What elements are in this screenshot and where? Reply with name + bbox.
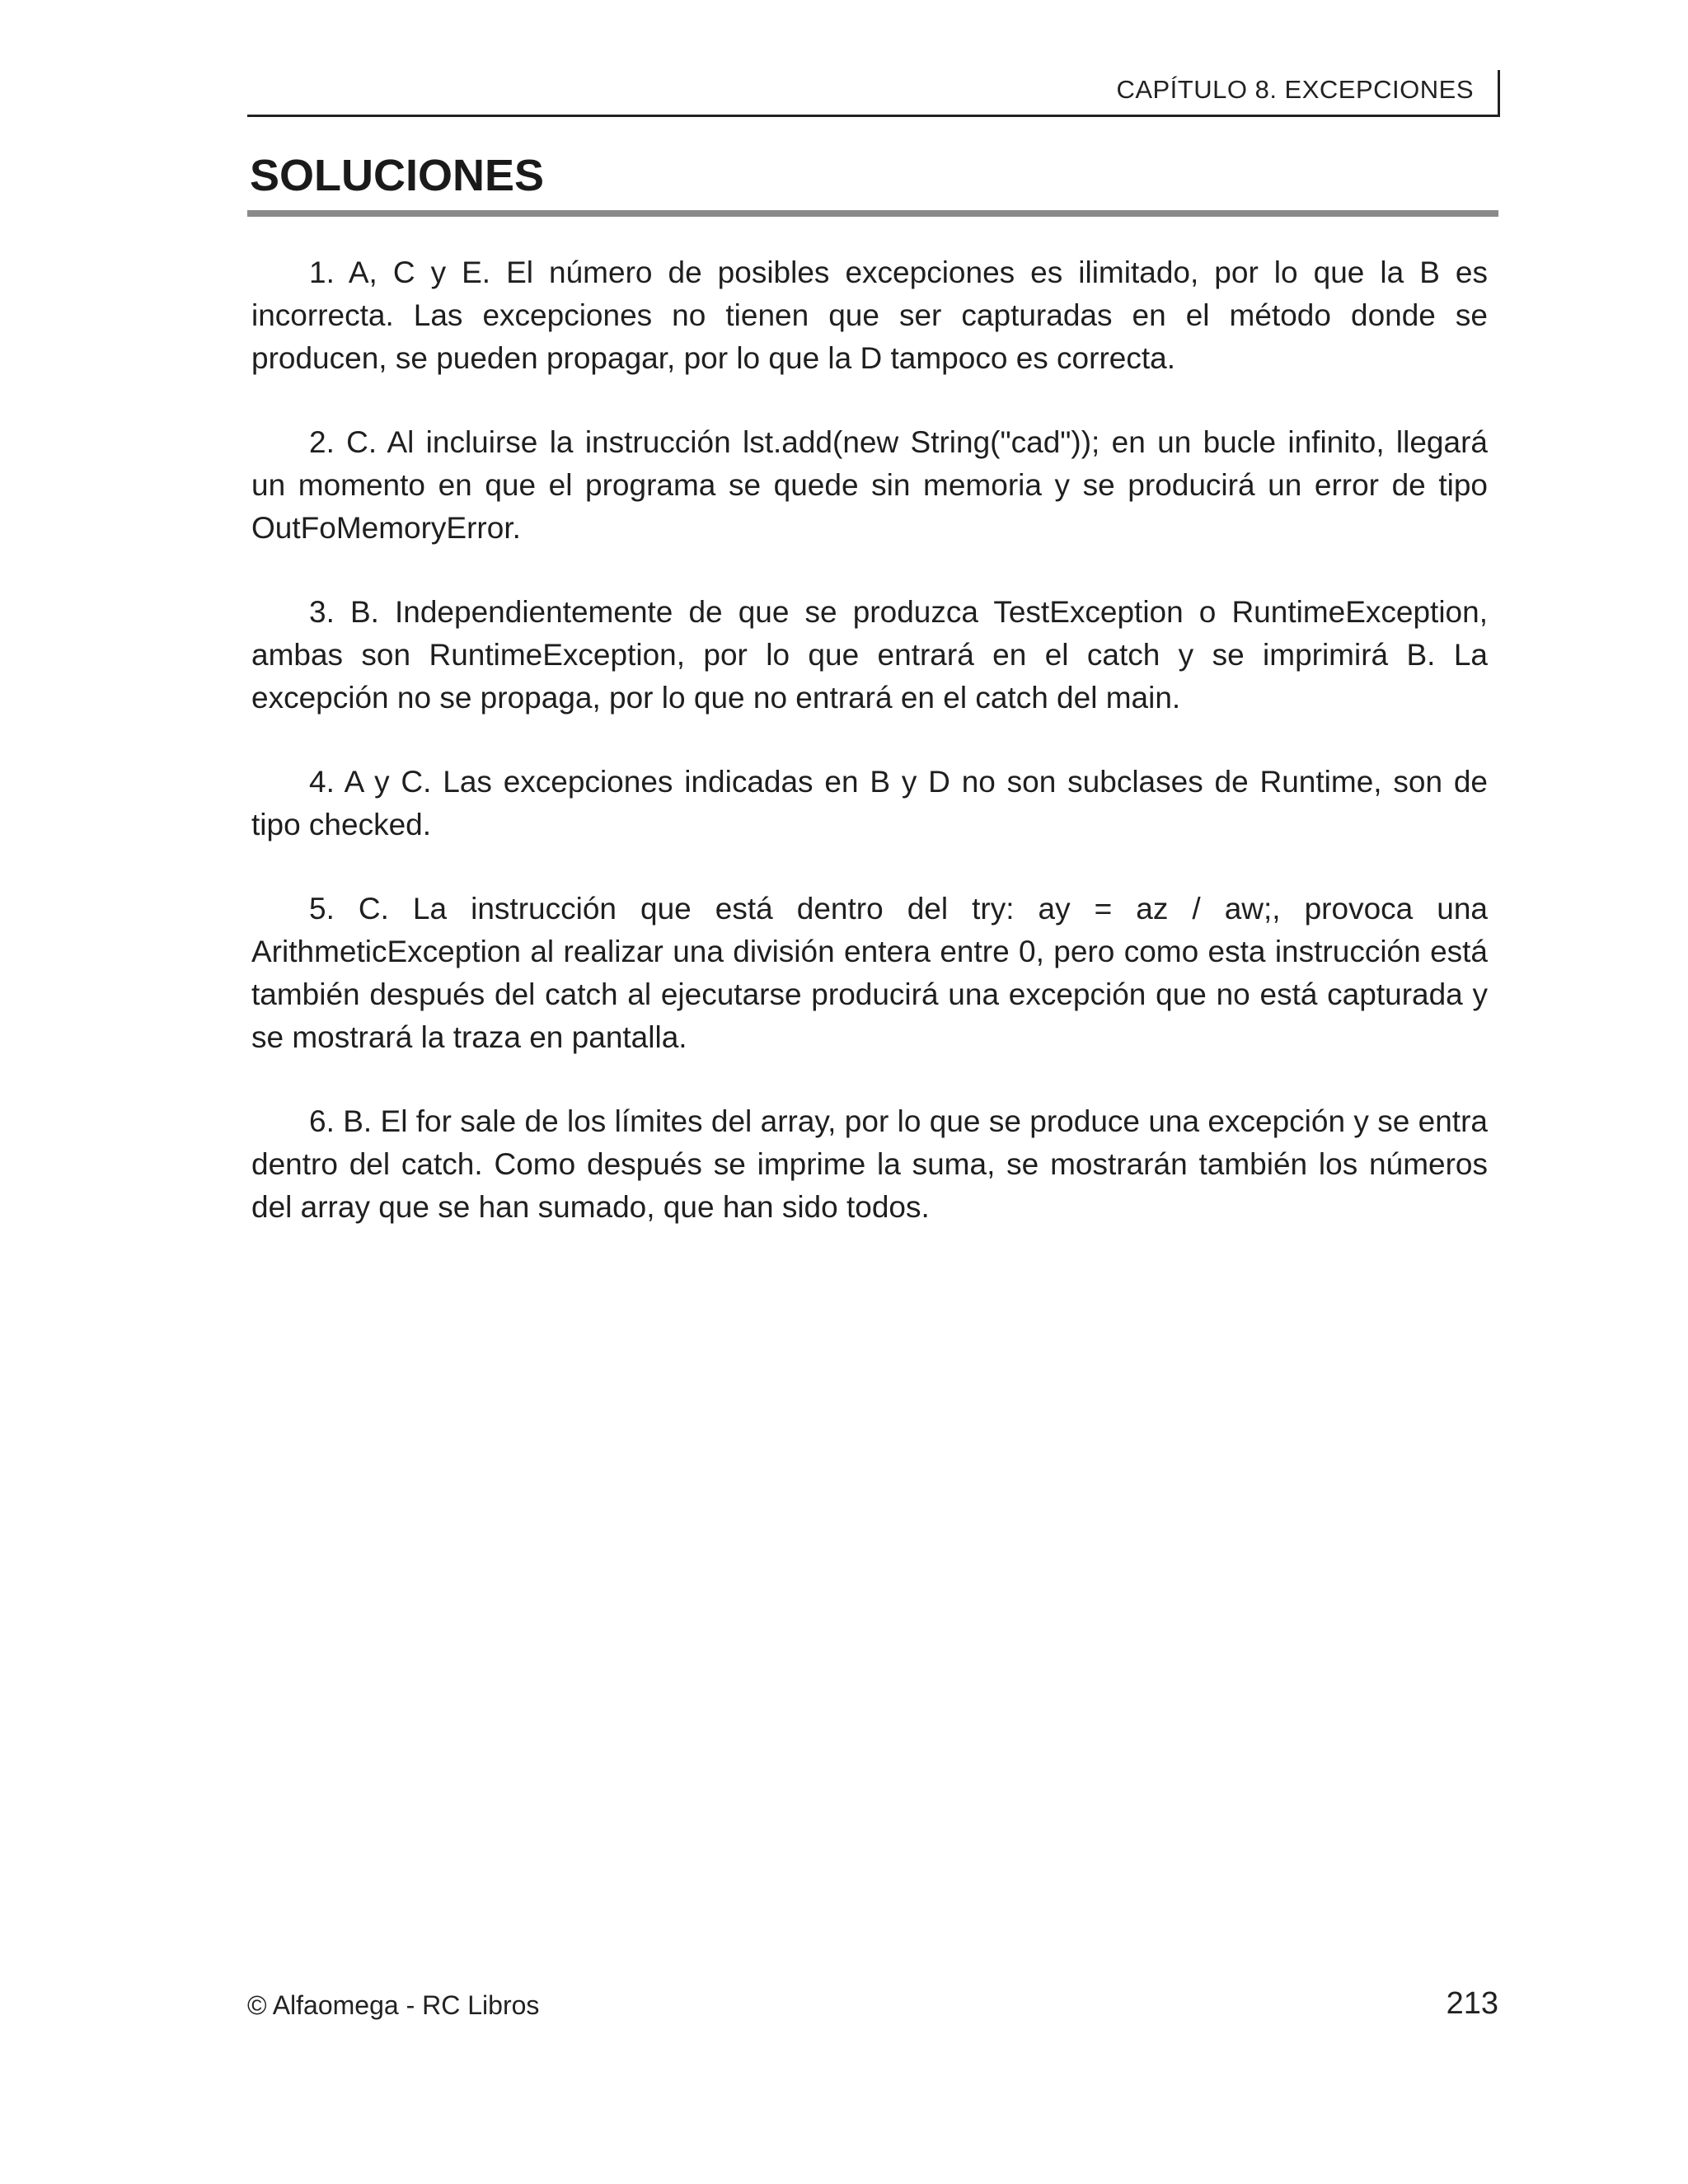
solution-item: 4. A y C. Las excepciones indicadas en B y D no son subclases de Runtime, son de tipo checked.: [251, 765, 1488, 841]
solution-item: 1. A, C y E. El número de posibles excepciones es ilimitado, por lo que la B es incorrecta. Las excepciones no tienen que ser capturadas en el método donde se producen, se pueden propagar, por lo que la D tampoco es correcta.: [251, 255, 1488, 375]
solution-item: 2. C. Al incluirse la instrucción lst.add(new String("cad")); en un bucle infinito, llegará un momento en que el programa se quede sin memoria y se producirá un error de tipo OutFoMemoryError.: [251, 425, 1488, 545]
solution-item: 6. B. El for sale de los límites del array, por lo que se produce una excepción y se entra dentro del catch. Como después se imprime la suma, se mostrarán también los números del array que se han sumado, que han sido todos.: [251, 1104, 1488, 1224]
solutions-list: [251, 251, 1488, 1270]
running-header: [247, 70, 1500, 117]
solution-item: 5. C. La instrucción que está dentro del try: ay = az / aw;, provoca una ArithmeticException al realizar una división entera entre 0, pero como esta instrucción está también después del catch al ejecutarse producirá una excepción que no está capturada y se mostrará la traza en pantalla.: [251, 892, 1488, 1054]
footer-copyright: © Alfaomega - RC Libros: [247, 1990, 540, 2020]
header-corner-rule: [1498, 70, 1500, 115]
section-title: SOLUCIONES: [250, 151, 545, 200]
solution-item: 3. B. Independientemente de que se produzca TestException o RuntimeException, ambas son RuntimeException, por lo que entrará en el catch y se imprimirá B. La excepción no se propaga, por lo que no entrará en el catch del main.: [251, 595, 1488, 715]
title-underline: [247, 210, 1498, 217]
chapter-heading: CAPÍTULO 8. EXCEPCIONES: [1116, 75, 1474, 104]
page-number: 213: [1446, 1986, 1498, 2021]
